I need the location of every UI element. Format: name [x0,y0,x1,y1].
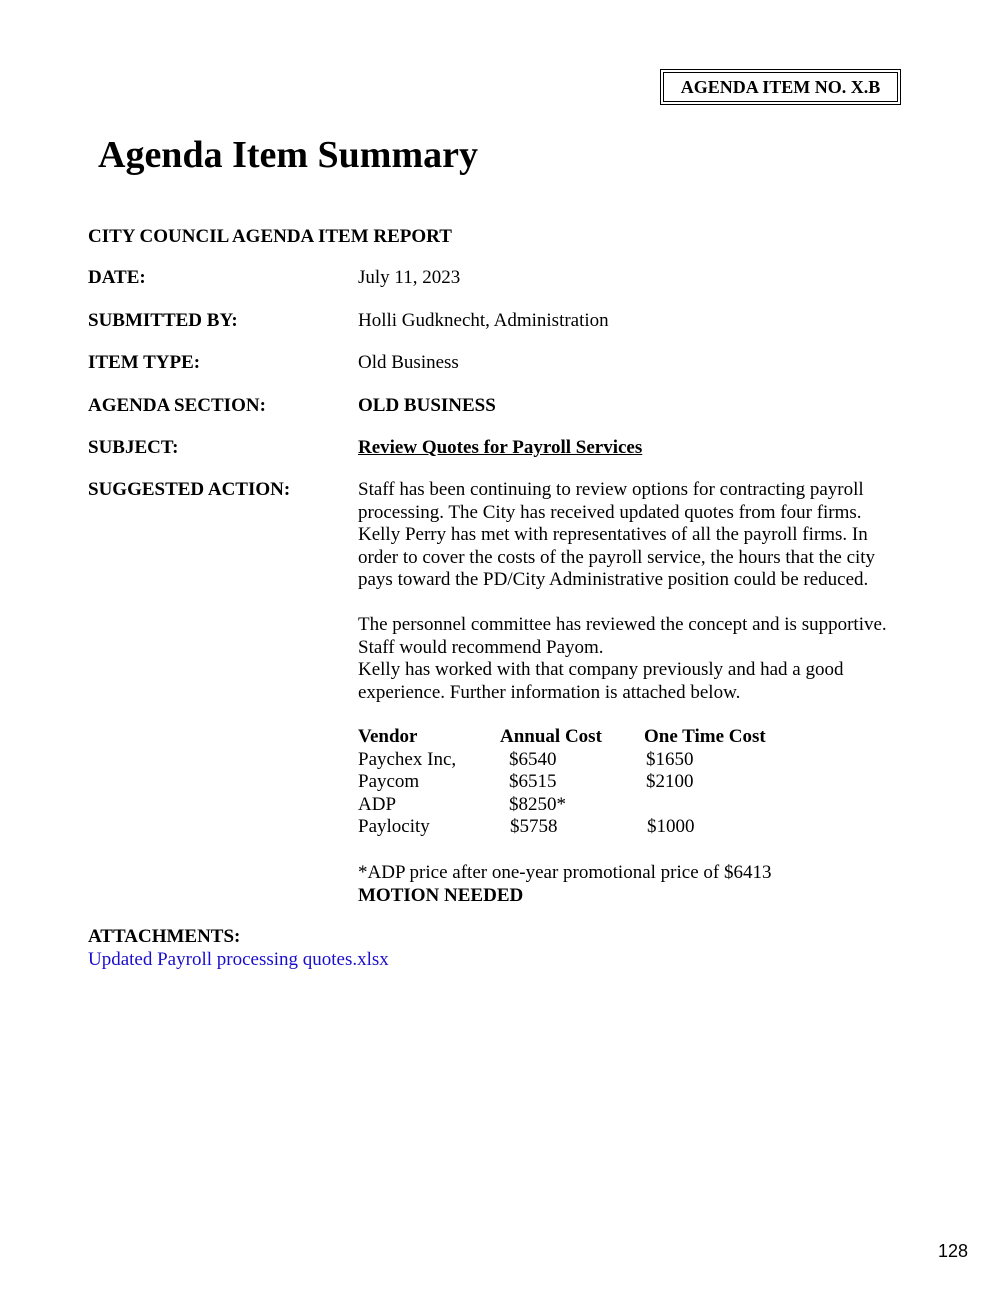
annual-cost-cell: $6515 [509,771,557,792]
submitted-by-value: Holli Gudknecht, Administration [358,310,609,331]
submitted-by-label: SUBMITTED BY: [88,310,238,331]
paragraph-line: Kelly Perry has met with representatives of all the payroll firms. In [358,524,868,545]
column-header-one-time-cost: One Time Cost [644,726,766,747]
vendor-cell: Paycom [358,771,420,792]
vendor-cell: ADP [358,793,397,815]
agenda-section-label: AGENDA SECTION: [88,395,266,416]
paragraph-line: The personnel committee has reviewed the concept and is supportive. [358,614,887,635]
attachments-label: ATTACHMENTS: [88,926,241,947]
paragraph-line: order to cover the costs of the payroll service, the hours that the city [358,546,876,568]
subject-label: SUBJECT: [88,437,179,458]
agenda-section-value: OLD BUSINESS [358,395,496,416]
item-type-label: ITEM TYPE: [88,352,201,373]
attachment-link[interactable]: Updated Payroll processing quotes.xlsx [88,949,389,970]
one-time-cost-cell: $1650 [646,748,694,770]
table-row [358,749,858,772]
suggested-action-label: SUGGESTED ACTION: [88,479,291,500]
footnote-block [358,862,771,907]
paragraph-line: Staff would recommend Payom. [358,636,604,658]
column-header-vendor: Vendor [358,726,418,747]
date-value: July 11, 2023 [358,267,461,288]
vendor-cell: Paylocity [358,816,430,837]
table-header-row [358,726,858,749]
paragraph-line: Kelly has worked with that company previously and had a good [358,659,844,680]
one-time-cost-cell: $1000 [647,816,695,837]
annual-cost-cell: $6540 [509,748,557,770]
item-type-value: Old Business [358,352,459,373]
date-label: DATE: [88,267,146,288]
paragraph-line: pays toward the PD/City Administrative position could be reduced. [358,569,869,590]
annual-cost-cell: $8250* [509,793,566,815]
paragraph-line: experience. Further information is attached below. [358,681,741,703]
paragraph-line: Staff has been continuing to review options for contracting payroll [358,479,864,500]
agenda-item-number-box [660,69,901,105]
one-time-cost-cell: $2100 [646,771,694,792]
table-row [358,816,858,839]
vendor-quotes-table [358,726,858,839]
page-number: 128 [938,1241,969,1261]
column-header-annual-cost: Annual Cost [500,726,602,747]
report-title: CITY COUNCIL AGENDA ITEM REPORT [88,226,452,247]
vendor-cell: Paychex Inc, [358,748,457,770]
paragraph-line: processing. The City has received updated quotes from four firms. [358,501,862,523]
motion-needed: MOTION NEEDED [358,884,524,906]
table-row [358,794,858,817]
adp-price-footnote: *ADP price after one-year promotional price of $6413 [358,862,772,883]
suggested-action-paragraph-2 [358,614,928,704]
annual-cost-cell: $5758 [510,816,558,837]
subject-value: Review Quotes for Payroll Services [358,437,643,458]
page-title: Agenda Item Summary [98,134,478,176]
agenda-item-number: AGENDA ITEM NO. X.B [663,72,898,102]
suggested-action-paragraph-1 [358,479,928,592]
table-row [358,771,858,794]
